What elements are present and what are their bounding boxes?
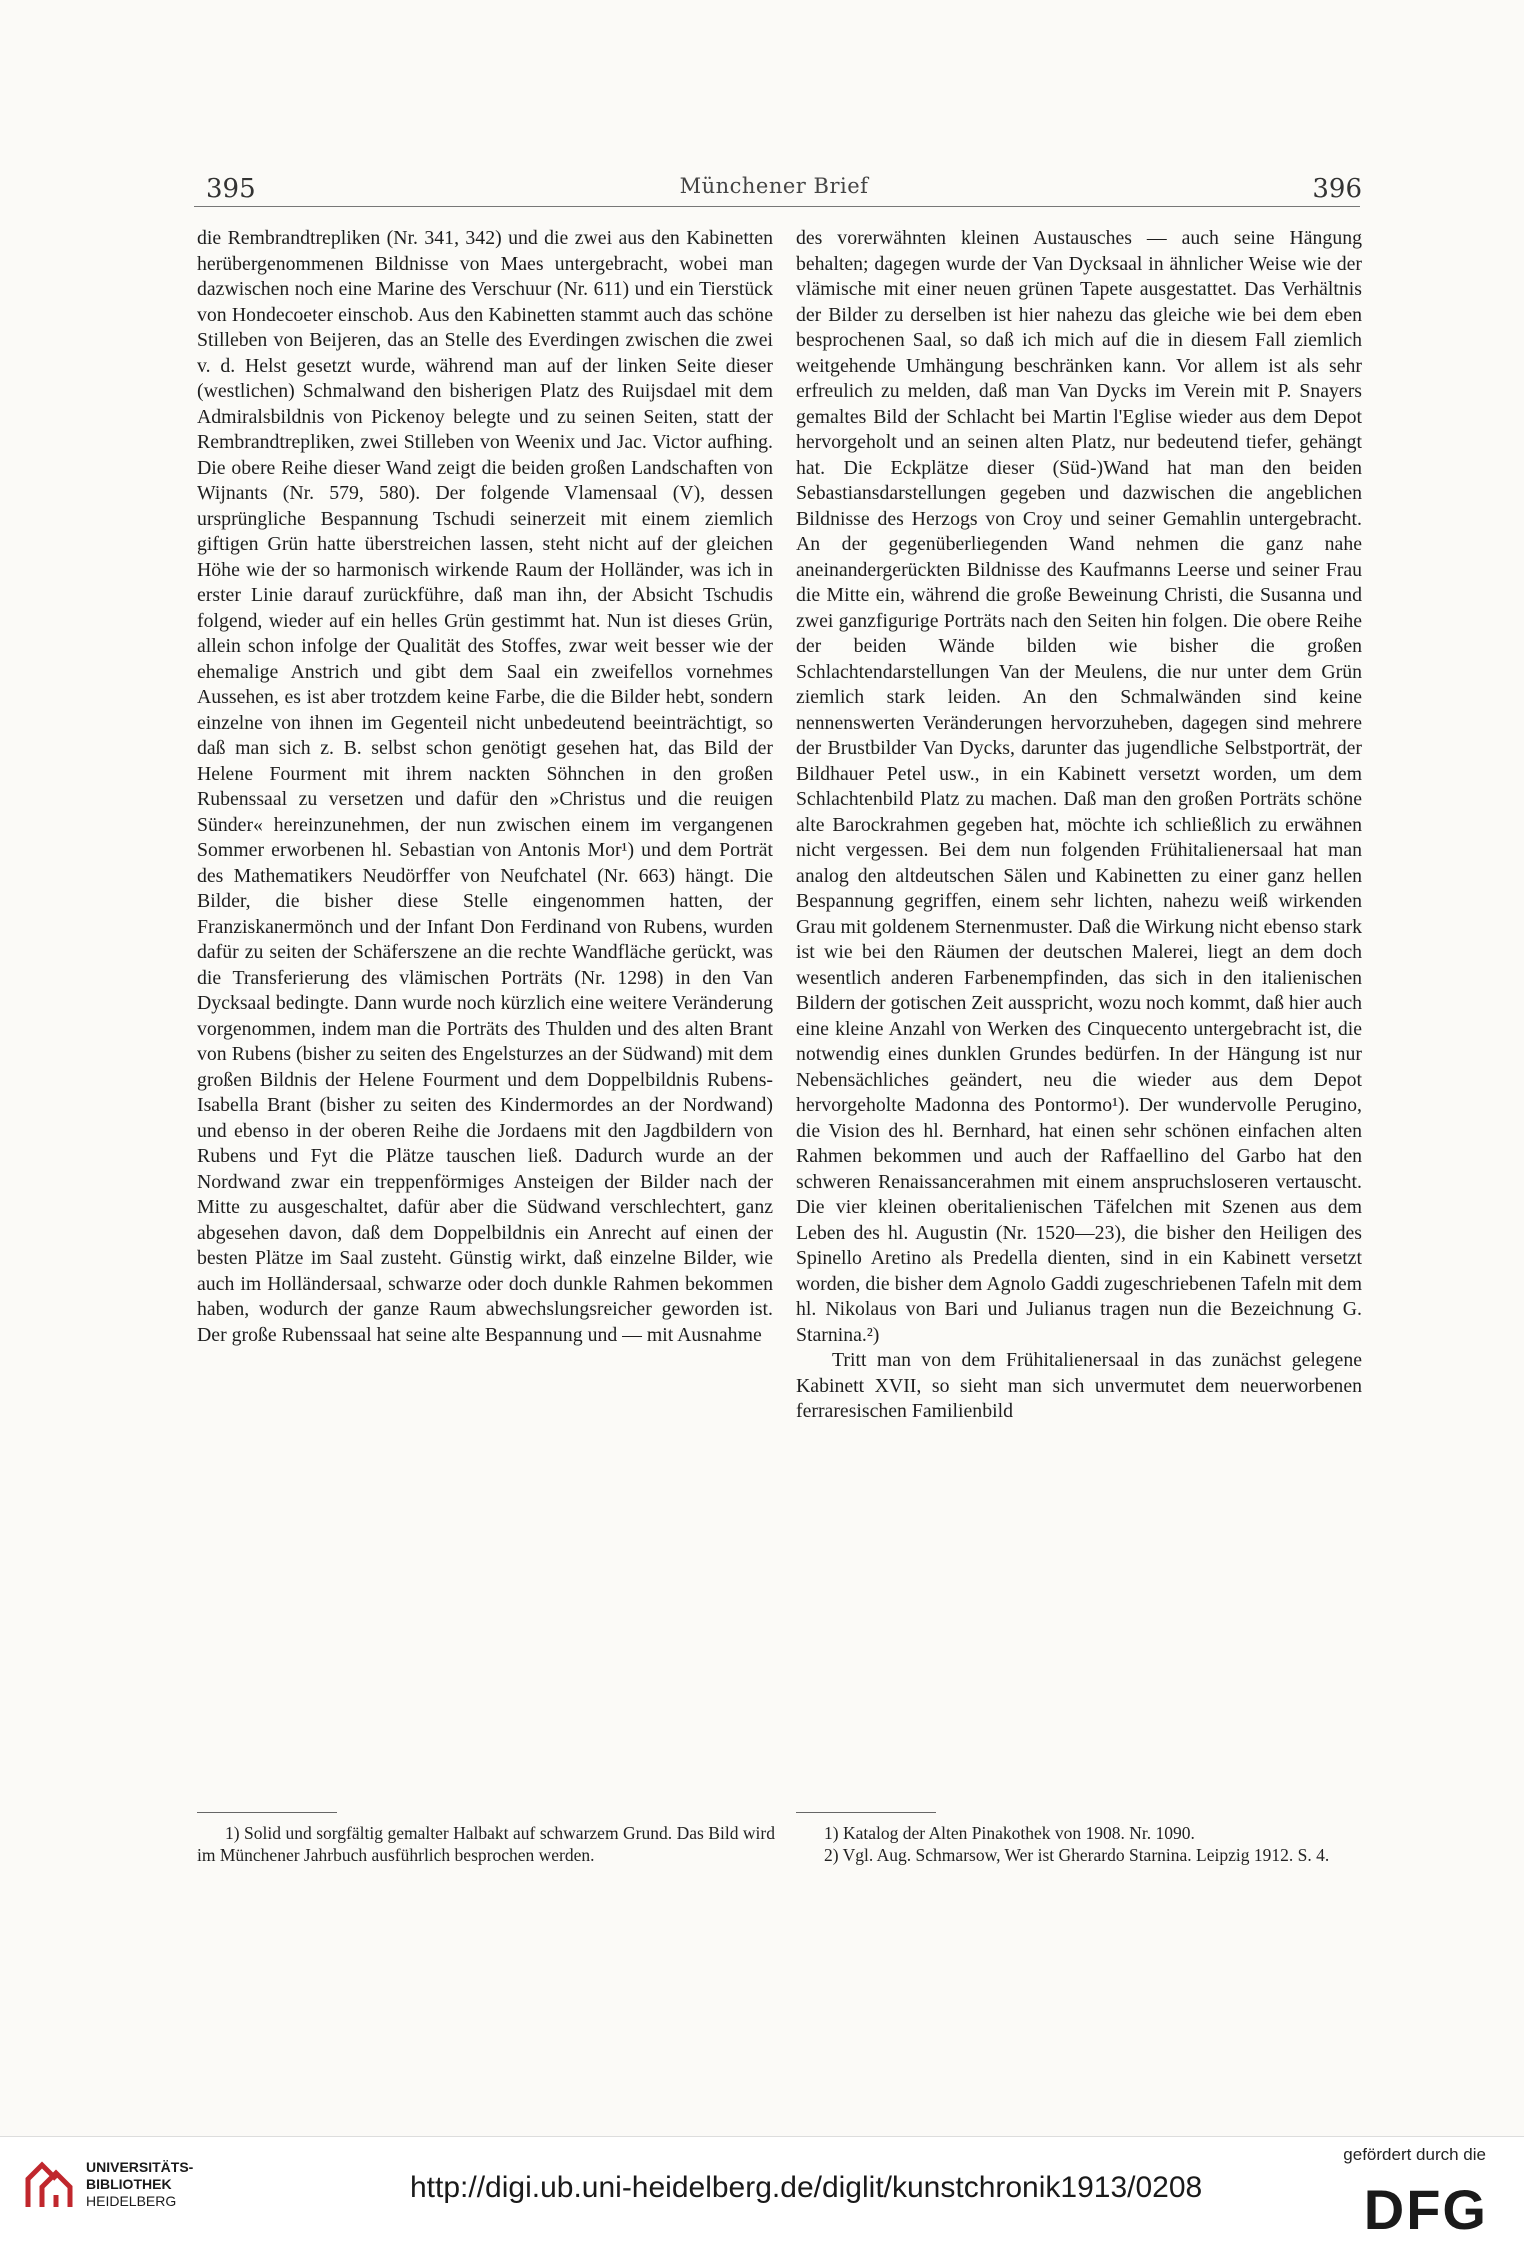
left-column-text: die Rembrandtrepliken (Nr. 341, 342) und die zwei aus den Kabinetten herübergenommenen Bildnisse von Maes untergebracht, wobei man dazwischen noch eine Marine des Verschuur (Nr. 611) und ein Tierstück von Hondecoeter einschob. Aus den Kabinetten stammt auch das schöne Stilleben von Beijeren, das an Stelle des Everdingen zwischen die zwei v. d. Helst gesetzt wurde, während man auf der linken Seite dieser (westlichen) Schmalwand den bisherigen Platz des Ruijsdael mit dem Admiralsbildnis von Pickenoy belegte und zu seinen Seiten, statt der Rembrandtrepliken, zwei Stilleben von Weenix und Jac. Victor aufhing. Die obere Reihe dieser Wand zeigt die beiden großen Landschaften von Wijnants (Nr. 579, 580). Der folgende Vlamensaal (V), dessen ursprüngliche Bespannung Tschudi seinerzeit mit einem ziemlich giftigen Grün hatte überstreichen lassen, steht nicht auf der gleichen Höhe wie der so harmonisch wirkende Raum der Holländer, was ich in erster Linie darauf zurückführe, daß man ihn, der Absicht Tschudis folgend, wieder auf ein helles Grün gestimmt hat. Nun ist dieses Grün, allein schon infolge der Qualität des Stoffes, zwar weit besser wie der ehemalige Anstrich und gibt dem Saal ein zweifellos vornehmes Aussehen, es ist aber trotzdem keine Farbe, die die Bilder hebt, sondern einzelne von ihnen im Gegenteil nicht unbedeutend beeinträchtigt, so daß man sich z. B. selbst schon genötigt gesehen hat, das Bild der Helene Fourment mit ihrem nackten Söhnchen in den großen Rubenssaal zu versetzen und dafür den »Christus und die reuigen Sünder« hereinzunehmen, der nun zwischen einem im vergangenen Sommer erworbenen hl. Sebastian von Antonis Mor¹) und dem Porträt des Mathematikers Neudörffer von Neufchatel (Nr. 663) hängt. Die Bilder, die bisher diese Stelle eingenommen hatten, der Franziskanermönch und der Infant Don Ferdinand von Rubens, wurden dafür zu seiten der Schäferszene an die rechte Wandfläche gerückt, was die Transferierung des vlämischen Porträts (Nr. 1298) in den Van Dycksaal bedingte. Dann wurde noch kürzlich eine weitere Veränderung vorgenommen, indem man die Porträts des Thulden und des alten Brant von Rubens (bisher zu seiten des Engelsturzes an der Südwand) mit dem großen Bildnis der Helene Fourment und dem Doppelbildnis Rubens-Isabella Brant (bisher zu seiten des Kindermordes an der Nordwand) und ebenso in der oberen Reihe die Jordaens mit den Jagdbildern von Rubens und Fyt die Plätze tauschen ließ. Dadurch wurde an der Nordwand zwar ein treppenförmiges Ansteigen der Bilder nach der Mitte zu ausgeschaltet, dafür aber die Südwand verschlechtert, ganz abgesehen davon, daß dem Doppelbildnis ein Anrecht auf einen der besten Plätze im Saal zusteht. Günstig wirkt, daß einzelne Bilder, wie auch im Holländersaal, schwarze oder doch dunkle Rahmen bekommen haben, wodurch der ganze Raum abwechslungsreicher geworden ist. Der große Rubenssaal hat seine alte Bespannung und — mit Ausnahme	[197, 227, 773, 1346]
right-column	[796, 226, 1362, 1425]
right-paragraph-2: Tritt man von dem Frühitalienersaal in das zunächst gelegene Kabinett XVII, so sieht man sich unvermutet dem neuerworbenen ferraresischen Familienbild	[796, 1349, 1362, 1422]
header-rule	[194, 206, 1360, 207]
digital-collection-link[interactable]: http://digi.ub.uni-heidelberg.de/diglit/kunstchronik1913/0208	[410, 2171, 1203, 2204]
right-paragraph-1: des vorerwähnten kleinen Austausches — auch seine Hängung behalten; dagegen wurde der Van Dycksaal in ähnlicher Weise wie der vlämische mit einer neuen grünen Tapete ausgestattet. Das Verhältnis der Bilder zu derselben ist hier nahezu das gleiche wie bei dem eben besprochenen Saal, so daß ich mich auf die in diesem Fall ziemlich weitgehende Umhängung beschränken kann. Vor allem ist als sehr erfreulich zu melden, daß man Van Dycks im Verein mit P. Snayers gemaltes Bild der Schlacht bei Martin l'Eglise wieder aus dem Depot hervorgeholt und an seinen alten Platz, nur bedeutend tiefer, gehängt hat. Die Eckplätze dieser (Süd-)Wand hat man den beiden Sebastiansdarstellungen gegeben und dazwischen die angeblichen Bildnisse des Herzogs von Croy und seiner Gemahlin untergebracht. An der gegenüberliegenden Wand nehmen die ganz nahe aneinandergerückten Bildnisse des Kaufmanns Leerse und seiner Frau die Mitte ein, während die große Beweinung Christi, die Susanna und zwei ganzfigurige Porträts nach den Seiten hin folgen. Die obere Reihe der beiden Wände bilden wie bisher die großen Schlachtendarstellungen Van der Meulens, die nur unter dem Grün ziemlich stark leiden. An den Schmalwänden sind keine nennenswerten Veränderungen hervorzuheben, dagegen sind mehrere der Brustbilder Van Dycks, darunter das jugendliche Selbstporträt, der Bildhauer Petel usw., in ein Kabinett versetzt worden, um dem Schlachtenbild Platz zu machen. Daß man den großen Porträts schöne alte Barockrahmen gegeben hat, möchte ich schließlich zu erwähnen nicht vergessen. Bei dem nun folgenden Frühitalienersaal hat man analog den altdeutschen Sälen und Kabinetten zu einer ganz hellen Bespannung gegriffen, einem sehr lichten, nahezu weiß wirkenden Grau mit goldenem Sternenmuster. Daß die Wirkung nicht ebenso stark ist wie bei den Räumen der deutschen Malerei, liegt an dem doch wesentlich anderen Farbenempfinden, das sich in den italienischen Bildern der gotischen Zeit ausspricht, wozu noch kommt, daß hier auch eine kleine Anzahl von Werken des Cinquecento untergebracht ist, die notwendig eines dunklen Grundes bedürfen. In der Hängung ist nur Nebensächliches geändert, neu die wieder aus dem Depot hervorgeholte Madonna des Pontormo¹). Der wundervolle Perugino, die Vision des hl. Bernhard, hat einen sehr schönen einfachen alten Rahmen bekommen und auch der Raffaellino del Garbo hat den schweren Renaissancerahmen mit einem anspruchsloseren vertauscht. Die vier kleinen oberitalienischen Täfelchen mit Szenen aus dem Leben des hl. Augustin (Nr. 1520—23), die bisher den Heiligen des Spinello Aretino als Predella dienten, sind in ein Kabinett versetzt worden, die bisher dem Agnolo Gaddi zugeschriebenen Tafeln mit dem hl. Nikolaus von Bari und Julianus tragen nun die Bezeichnung G. Starnina.²)	[796, 227, 1362, 1346]
dfg-logo: DFG	[1363, 2178, 1488, 2241]
footnote-right-2: 2) Vgl. Aug. Schmarsow, Wer ist Gherardo Starnina. Leipzig 1912. S. 4.	[824, 1845, 1330, 1865]
library-name-line-3: HEIDELBERG	[86, 2193, 177, 2209]
library-name	[86, 2159, 193, 2210]
funded-by-label: gefördert durch die	[1343, 2145, 1486, 2164]
running-title: Münchener Brief	[679, 174, 869, 198]
page-number-right: 396	[1312, 174, 1362, 204]
library-name-line-1: UNIVERSITÄTS-	[86, 2159, 194, 2175]
university-library-logo-icon	[20, 2157, 78, 2215]
footnote-rule-right	[796, 1812, 936, 1813]
footnotes-right	[796, 1822, 1360, 1866]
footnotes-left	[197, 1822, 775, 1866]
footnote-right-1: 1) Katalog der Alten Pinakothek von 1908. Nr. 1090.	[824, 1823, 1195, 1843]
page-number-left: 395	[206, 174, 256, 204]
left-column	[197, 226, 773, 1348]
library-name-line-2: BIBLIOTHEK	[86, 2176, 172, 2192]
footnote-rule-left	[197, 1812, 337, 1813]
page-header	[194, 174, 1362, 210]
footnote-left-1: 1) Solid und sorgfältig gemalter Halbakt auf schwarzem Grund. Das Bild wird im Münchener Jahrbuch ausführlich besprochen werden.	[197, 1823, 775, 1865]
footer-bar	[0, 2136, 1524, 2244]
